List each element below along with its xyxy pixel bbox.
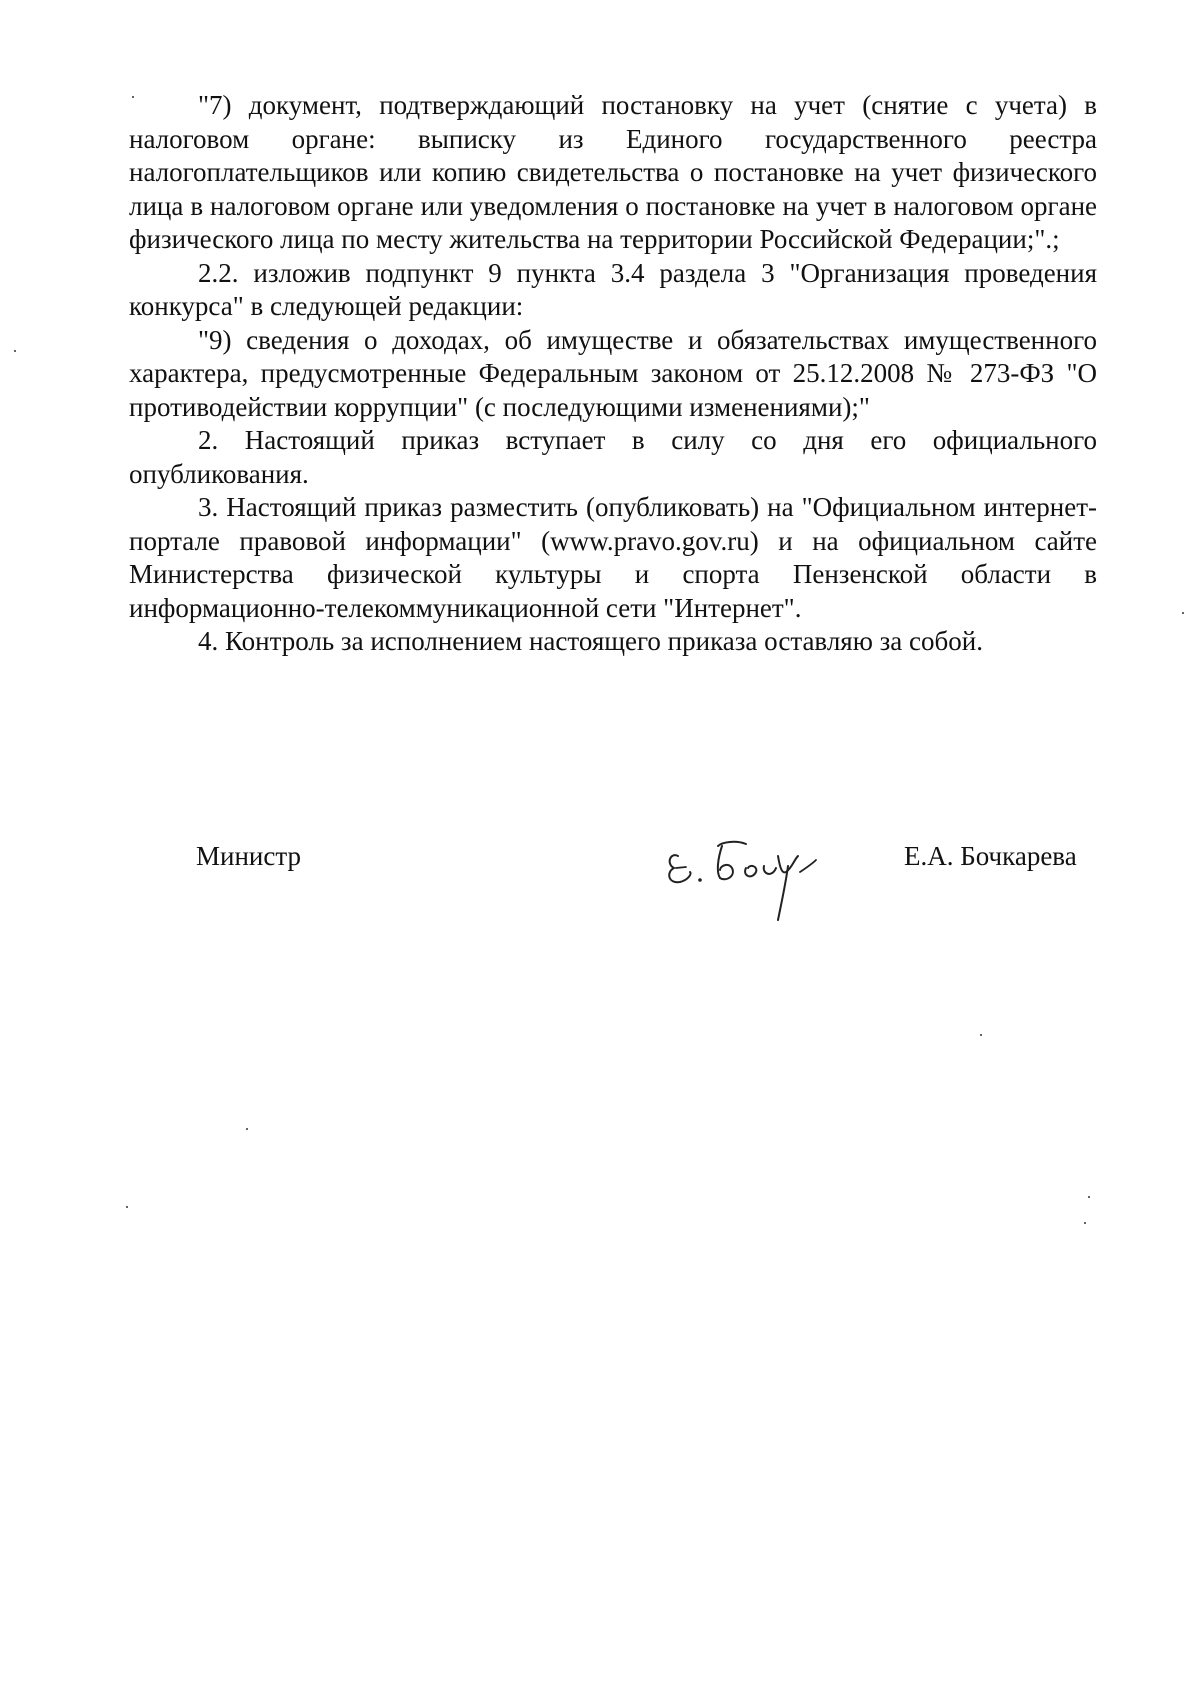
scan-speck (14, 350, 16, 352)
scan-speck (132, 96, 134, 98)
document-body (129, 89, 1097, 659)
paragraph-item-2-2: 2.2. изложив подпункт 9 пункта 3.4 раздела 3 "Организация проведения конкурса" в следующей редакции: (129, 257, 1097, 321)
signature-block (0, 840, 1200, 970)
scan-speck (1084, 1222, 1086, 1224)
paragraph-clause-2: 2. Настоящий приказ вступает в силу со дня его официального опубликования. (129, 425, 1097, 489)
paragraph-clause-3: 3. Настоящий приказ разместить (опубликовать) на "Официальном интернет-портале правовой информации" (www.pravo.gov.ru) и на официальном сайте Министерства физической культуры и спорта Пензенской области в информационно-телекоммуникационной сети "Интернет". (129, 492, 1097, 623)
paragraph-clause-4: 4. Контроль за исполнением настоящего приказа оставляю за собой. (198, 626, 983, 656)
scan-speck (126, 1206, 128, 1208)
scan-speck (246, 1128, 248, 1130)
signatory-name: Е.А. Бочкарева (904, 841, 1077, 871)
signatory-title: Министр (196, 841, 301, 871)
paragraph-item-9: "9) сведения о доходах, об имуществе и обязательствах имущественного характера, предусмотренные Федеральным законом от 25.12.2008 № 273-ФЗ "О противодействии коррупции" (с последующими изменениями);" (129, 324, 1097, 422)
scan-speck (980, 1034, 982, 1036)
handwritten-signature (660, 816, 860, 936)
scan-speck (1182, 612, 1184, 614)
scan-speck (1088, 1196, 1090, 1198)
paragraph-item-7: "7) документ, подтверждающий постановку на учет (снятие с учета) в налоговом органе: выписку из Единого государственного реестра налогоплательщиков или копию свидетельства о постановке на учет физического лица в налоговом органе или уведомления о постановке на учет в налоговом органе физического лица по месту жительства на территории Российской Федерации;".; (129, 90, 1097, 254)
